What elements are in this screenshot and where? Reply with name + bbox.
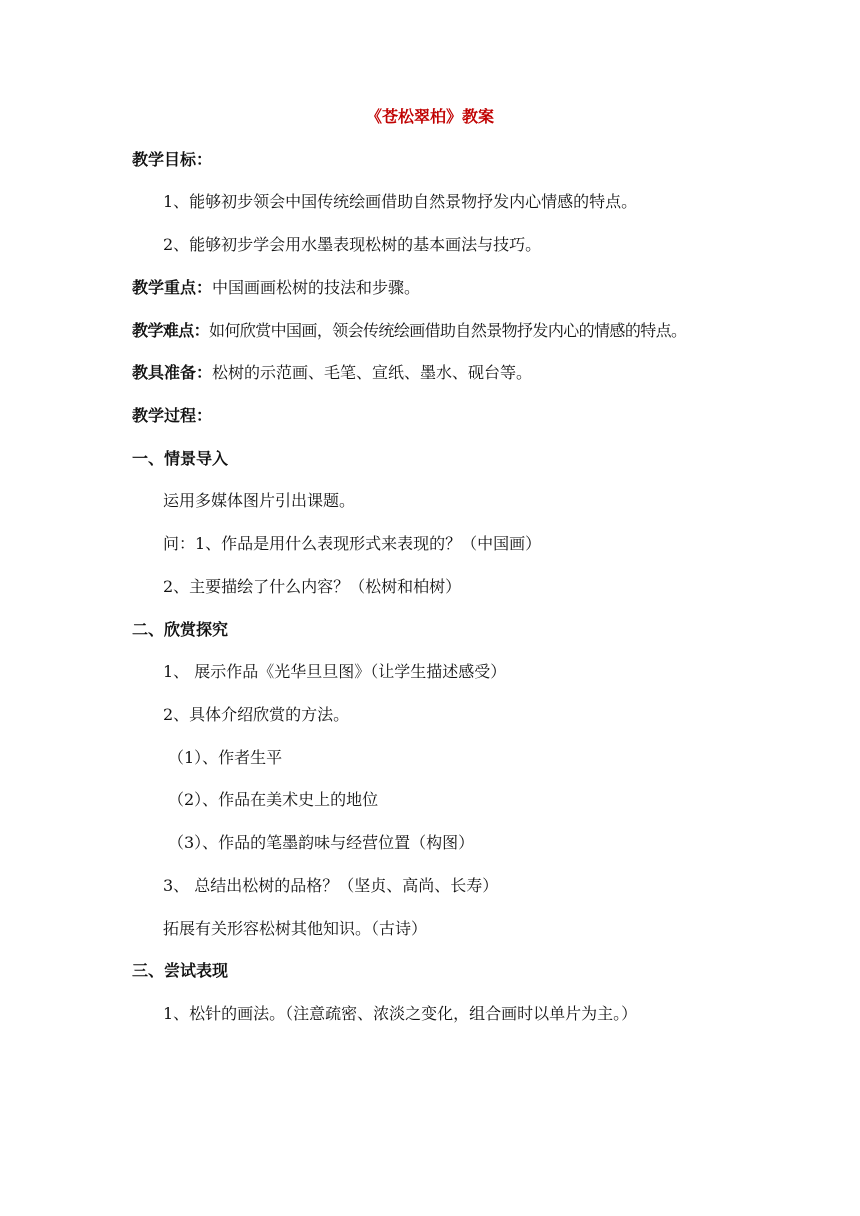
objective-item-2: 2、能够初步学会用水墨表现松树的基本画法与技巧。 — [163, 235, 542, 254]
section1-heading: 一、情景导入 — [132, 449, 229, 468]
key-point-label: 教学重点： — [132, 278, 213, 297]
objective-item-1: 1、能够初步领会中国传统绘画借助自然景物抒发内心情感的特点。 — [163, 192, 638, 211]
difficulty-text: 如何欣赏中国画，领会传统绘画借助自然景物抒发内心的情感的特点。 — [209, 321, 687, 340]
section2-line-3: （1）、作者生平 — [168, 748, 283, 767]
materials-label: 教具准备： — [132, 363, 213, 382]
section2-line-1: 1、 展示作品《光华旦旦图》（让学生描述感受） — [163, 662, 507, 681]
process-heading: 教学过程： — [132, 406, 213, 425]
key-point — [132, 278, 420, 298]
section2-line-2: 2、具体介绍欣赏的方法。 — [163, 705, 350, 724]
section2-line-5: （3）、作品的笔墨韵味与经营位置（构图） — [168, 833, 475, 852]
difficulty-label: 教学难点： — [132, 321, 210, 340]
section3-line-1: 1、松针的画法。（注意疏密、浓淡之变化，组合画时以单片为主。） — [163, 1004, 638, 1023]
key-point-text: 中国画画松树的技法和步骤。 — [212, 278, 421, 297]
section2-heading: 二、欣赏探究 — [132, 620, 229, 639]
materials-text: 松树的示范画、毛笔、宣纸、墨水、砚台等。 — [212, 363, 533, 382]
section1-line-2: 问：1、作品是用什么表现形式来表现的？（中国画） — [163, 534, 542, 553]
section2-line-4: （2）、作品在美术史上的地位 — [168, 790, 379, 809]
section3-heading: 三、尝试表现 — [132, 961, 229, 980]
document-title: 《苍松翠柏》教案 — [365, 107, 494, 126]
section2-line-7: 拓展有关形容松树其他知识。（古诗） — [163, 919, 428, 938]
section1-line-3: 2、主要描绘了什么内容？（松树和柏树） — [163, 577, 462, 596]
objectives-heading: 教学目标： — [132, 150, 213, 169]
materials — [132, 363, 532, 383]
section2-line-6: 3、 总结出松树的品格？（坚贞、高尚、长寿） — [163, 876, 499, 895]
difficulty — [132, 321, 686, 341]
section1-line-1: 运用多媒体图片引出课题。 — [163, 491, 356, 510]
